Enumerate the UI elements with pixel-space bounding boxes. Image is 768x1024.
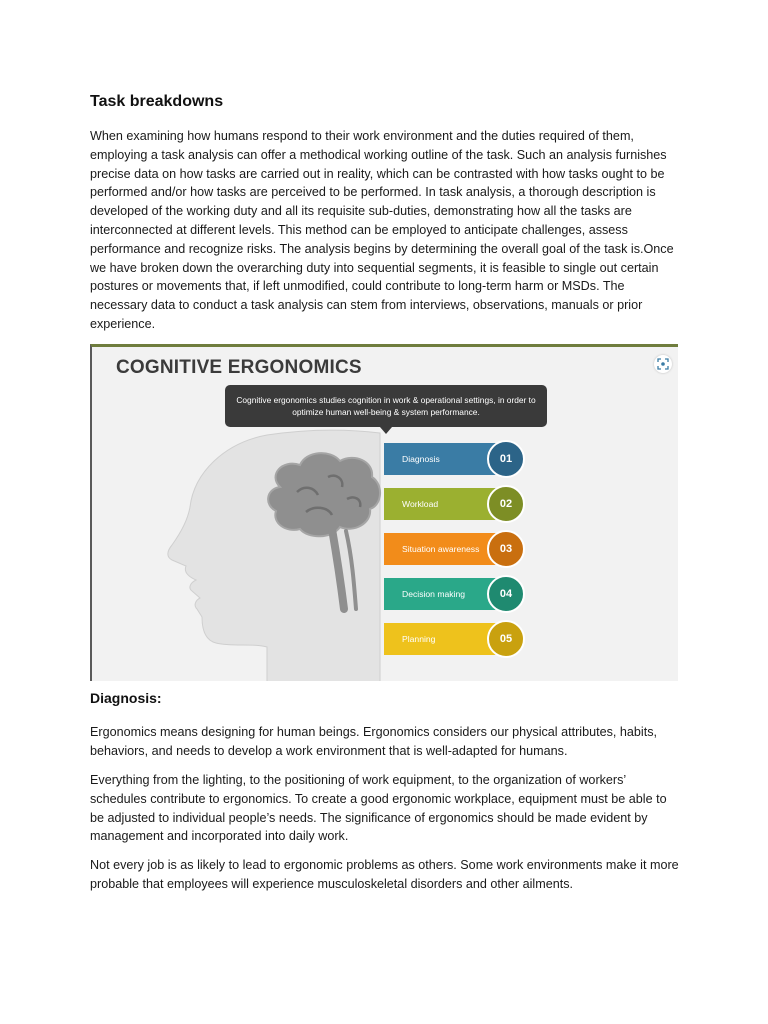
item-planning-bar: Planning [384, 623, 514, 655]
intro-paragraph: When examining how humans respond to their work environment and the duties required of them, employing a task analysis can offer a methodical working outline of the task. Such an analysis furnishes precise data on how tasks are carried out in reality, which can be contrasted with how tasks ought to be performed and/or how tasks are perceived to be performed. In task analysis, a thorough description is developed of the working duty and all its requisite sub-duties, demonstrating how all the tasks are interconnected at different levels. This method can be employed to anticipate challenges, assess performance and recognize risks. The analysis begins by determining the overall goal of the task is.Once we have broken down the overarching duty into sequential segments, it is feasible to single out certain postures or movements that, if left unmodified, could contribute to long-term harm or MSDs. The necessary data to conduct a task analysis can stem from interviews, observations, manuals or prior experience. [90, 129, 674, 331]
item-decision-making-bar: Decision making [384, 578, 514, 610]
head-brain-illustration [92, 347, 392, 681]
ergonomic-risk-paragraph: Not every job is as likely to lead to ergonomic problems as others. Some work environments make it more probable that employees will experience musculoskeletal disorders and other ailments. [90, 858, 679, 891]
visual-search-icon[interactable] [654, 355, 672, 373]
section-heading: Task breakdowns [90, 93, 224, 110]
infographic-title: COGNITIVE ERGONOMICS [116, 357, 362, 378]
item-number-02: 02 [487, 485, 525, 523]
item-situation-awareness-bar: Situation awareness [384, 533, 514, 565]
item-number-04: 04 [487, 575, 525, 613]
ergonomics-workplace-paragraph: Everything from the lighting, to the positioning of work equipment, to the organization of workers’ schedules contribute to ergonomics. To create a good ergonomic workplace, equipment must be able to be adjusted to individual people’s needs. The significance of ergonomics should be made evident by management and incorporated into daily work. [90, 773, 667, 844]
item-number-05: 05 [487, 620, 525, 658]
item-number-01: 01 [487, 440, 525, 478]
item-diagnosis-bar: Diagnosis [384, 443, 514, 475]
diagnosis-subheading: Diagnosis: [90, 690, 162, 706]
definition-callout: Cognitive ergonomics studies cognition in work & operational settings, in order to optimize human well-being & system performance. [225, 385, 547, 427]
cognitive-ergonomics-infographic [90, 344, 678, 681]
ergonomics-definition-paragraph: Ergonomics means designing for human beings. Ergonomics considers our physical attributes, habits, behaviors, and needs to develop a work environment that is well-adapted for humans. [90, 725, 658, 758]
item-workload-bar: Workload [384, 488, 514, 520]
item-number-03: 03 [487, 530, 525, 568]
